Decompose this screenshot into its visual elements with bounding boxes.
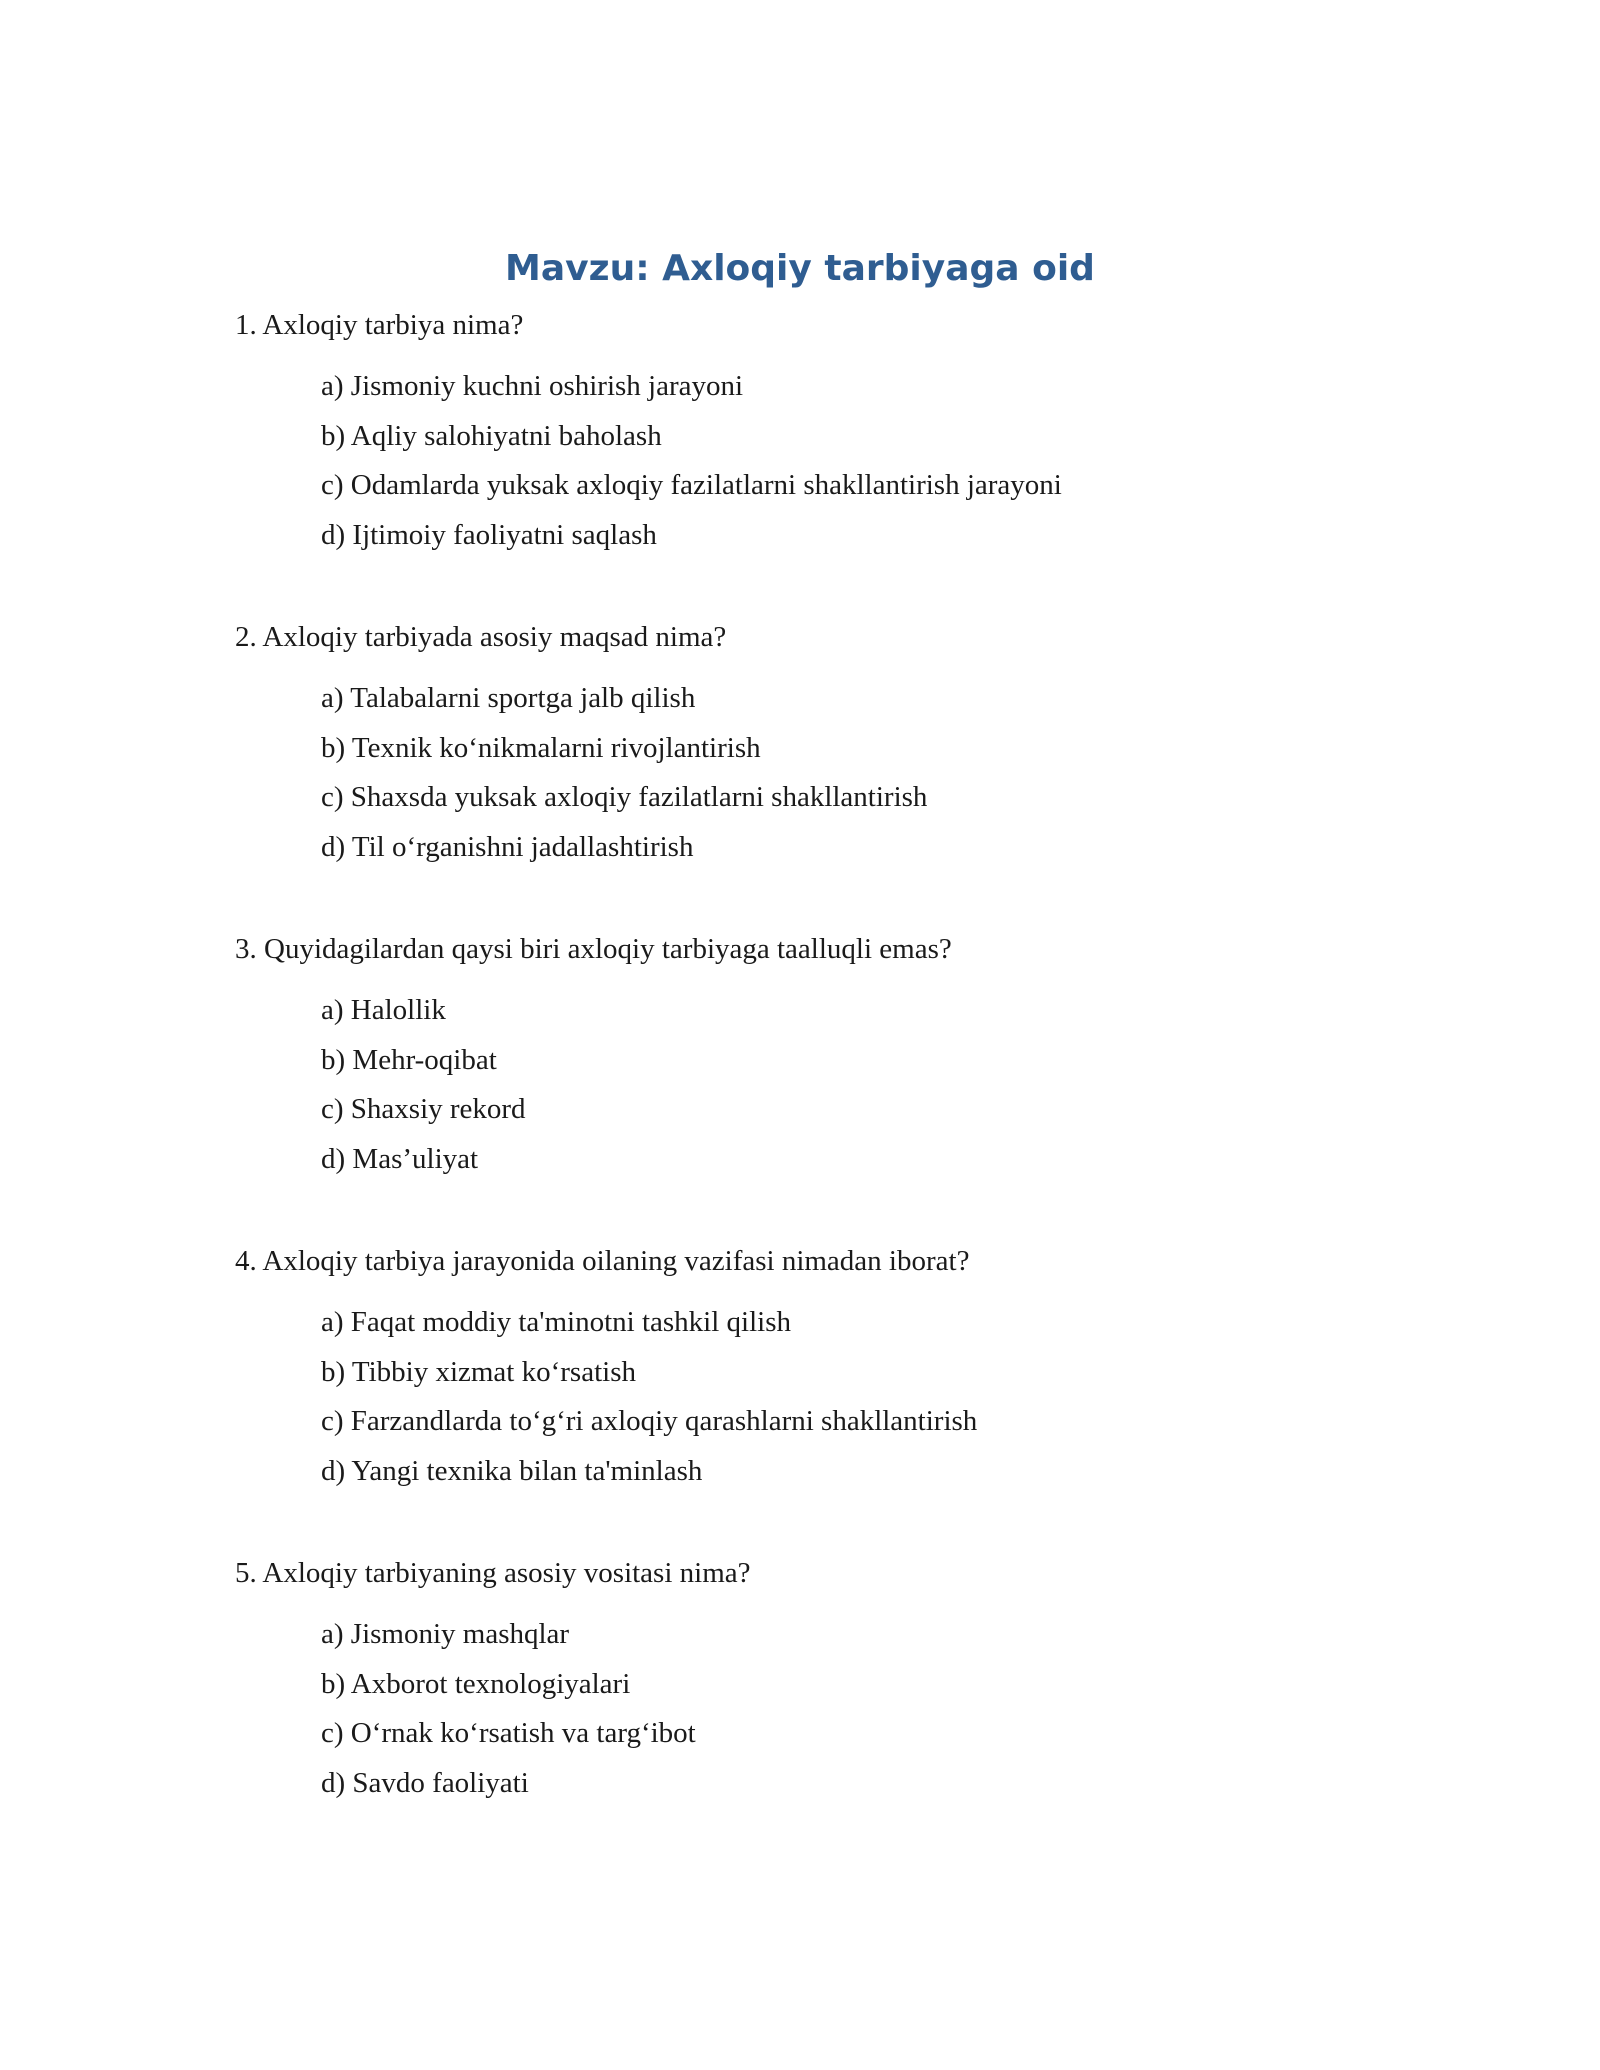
option-item: a) Halollik: [321, 994, 446, 1026]
option-item: d) Savdo faoliyati: [321, 1766, 529, 1799]
option-list: [235, 674, 1435, 872]
option-item: c) Shaxsda yuksak axloqiy fazilatlarni shakllantirish: [321, 781, 928, 813]
question-block: [235, 929, 1435, 1184]
option-item: b) Texnik ko‘nikmalarni rivojlantirish: [321, 731, 761, 764]
question-block: [235, 1553, 1435, 1808]
option-item: b) Tibbiy xizmat ko‘rsatish: [321, 1355, 636, 1388]
option-item: c) O‘rnak ko‘rsatish va targ‘ibot: [321, 1717, 696, 1749]
option-item: b) Axborot texnologiyalari: [321, 1667, 631, 1700]
question-block: [235, 305, 1435, 560]
question-text: 4. Axloqiy tarbiya jarayonida oilaning vazifasi nimadan iborat?: [235, 1245, 970, 1277]
option-item: c) Farzandlarda to‘g‘ri axloqiy qarashlarni shakllantirish: [321, 1405, 978, 1437]
document-title: Mavzu: Axloqiy tarbiyaga oid: [505, 248, 1095, 289]
option-list: [235, 362, 1435, 560]
option-item: d) Ijtimoiy faoliyatni saqlash: [321, 518, 657, 551]
question-block: [235, 1241, 1435, 1496]
option-item: a) Jismoniy mashqlar: [321, 1618, 570, 1650]
question-list: [235, 305, 1435, 1865]
option-item: a) Talabalarni sportga jalb qilish: [321, 682, 696, 714]
option-item: a) Faqat moddiy ta'minotni tashkil qilish: [321, 1306, 791, 1338]
option-item: d) Mas’uliyat: [321, 1142, 479, 1175]
option-item: d) Yangi texnika bilan ta'minlash: [321, 1454, 703, 1487]
option-item: c) Shaxsiy rekord: [321, 1093, 526, 1125]
question-text: 3. Quyidagilardan qaysi biri axloqiy tarbiyaga taalluqli emas?: [235, 933, 952, 965]
question-text: 5. Axloqiy tarbiyaning asosiy vositasi nima?: [235, 1557, 751, 1589]
option-item: b) Mehr-oqibat: [321, 1043, 497, 1076]
question-text: 2. Axloqiy tarbiyada asosiy maqsad nima?: [235, 621, 727, 653]
question-block: [235, 617, 1435, 872]
option-item: a) Jismoniy kuchni oshirish jarayoni: [321, 370, 744, 402]
option-list: [235, 1610, 1435, 1808]
question-text: 1. Axloqiy tarbiya nima?: [235, 309, 524, 341]
option-item: b) Aqliy salohiyatni baholash: [321, 419, 662, 452]
option-item: c) Odamlarda yuksak axloqiy fazilatlarni shakllantirish jarayoni: [321, 469, 1062, 501]
option-list: [235, 1298, 1435, 1496]
option-list: [235, 986, 1435, 1184]
option-item: d) Til o‘rganishni jadallashtirish: [321, 830, 694, 863]
